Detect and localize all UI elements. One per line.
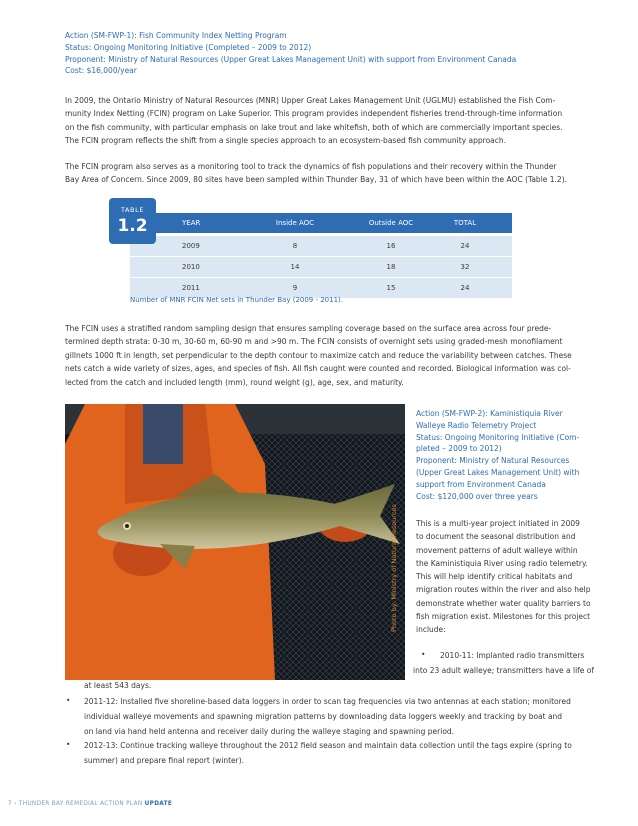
body-line: fish migration exist. Milestones for this project [416, 612, 591, 622]
bullet-icon: • [421, 650, 426, 659]
action2-line: Action (SM-FWP-2): Kaministiquia River [416, 409, 563, 418]
paragraph-line: munity Index Netting (FCIN) program on Lake Superior. This program provides independent fisheries trend-through-time information [65, 109, 563, 119]
action-title: Action (SM-FWP-1): Fish Community Index Netting Program [65, 31, 287, 40]
table-cell: 2009 [182, 242, 200, 250]
bullet-icon: • [66, 740, 71, 749]
action-status: Status: Ongoing Monitoring Initiative (Completed – 2009 to 2012) [65, 42, 312, 52]
table-header-outside: Outside AOC [368, 219, 414, 227]
action-proponent: Proponent: Ministry of Natural Resources (Upper Great Lakes Management Unit) with support from Environment Canada [65, 54, 517, 64]
table-badge-number: 1.2 [117, 216, 148, 236]
table-row [130, 236, 512, 256]
milestone-2-line: on land via hand held antenna and receiver daily during the walleye staging and spawning period. [84, 727, 455, 736]
table-cell: 2010 [182, 263, 200, 271]
walleye-photo [65, 404, 405, 680]
table-cell: 24 [460, 284, 470, 292]
table-cell: 14 [290, 263, 300, 271]
action2-line: Walleye Radio Telemetry Project [416, 420, 537, 430]
monitoring-paragraph [65, 160, 585, 187]
table-cell: 8 [292, 242, 298, 250]
action-header [65, 30, 605, 77]
milestone-3-line: summer) and prepare final report (winter). [84, 756, 245, 765]
methods-paragraph [65, 322, 585, 389]
milestone-3-line: 2012-13: Continue tracking walleye throughout the 2012 field season and maintain data collection until the tags expire (spring to [84, 741, 572, 750]
table-header-year: YEAR [182, 219, 201, 227]
table-header-row [130, 213, 512, 233]
table-cell: 24 [460, 242, 470, 250]
body-line: This will help identify critical habitats and [416, 572, 573, 582]
action2-line: pleted – 2009 to 2012) [416, 444, 502, 454]
milestone-2-line: 2011-12: Installed five shoreline-based data loggers in order to scan tag frequencies via two antennas at each station; monitored [84, 697, 571, 706]
paragraph-line: lected from the catch and included length (mm), round weight (g), age, sex, and maturity. [65, 377, 404, 387]
intro-paragraph [65, 94, 585, 148]
paragraph-line: on the fish community, with particular emphasis on lake trout and lake whitefish, both of which are commercially important species. [65, 122, 563, 132]
milestone-2-line: individual walleye movements and spawning migration patterns by downloading data loggers weekly and tracking by boat and [84, 712, 563, 721]
table-cell: 18 [386, 263, 396, 271]
body-line: This is a multi-year project initiated in 2009 [416, 519, 580, 528]
body-line: migration routes within the river and also help [416, 585, 591, 595]
body-line: the Kaministiquia River using radio telemetry. [416, 558, 588, 568]
action2-line: (Upper Great Lakes Management Unit) with [416, 467, 580, 477]
paragraph-line: termined depth strata: 0-30 m, 30-60 m, 60-90 m and >90 m. The FCIN consists of overnight sets using graded-mesh monofilament [65, 337, 563, 347]
body-line: movement patterns of adult walleye within [416, 545, 578, 555]
photo-credit: Photo by: Ministry of Natural Resources [390, 504, 398, 632]
body-line: to document the seasonal distribution and [416, 532, 576, 542]
body-line: demonstrate whether water quality barriers to [416, 598, 591, 608]
action2-line: Proponent: Ministry of Natural Resources [416, 456, 570, 466]
action2-line: support from Environment Canada [416, 479, 546, 489]
table-header-inside: Inside AOC [275, 219, 315, 227]
paragraph-line: nets catch a wide variety of sizes, ages, and species of fish. All fish caught were counted and recorded. Biological information was col- [65, 364, 571, 374]
table-header-total: TOTAL [453, 219, 477, 227]
table-badge-label: TABLE [120, 206, 145, 214]
paragraph-line: The FCIN program also serves as a monitoring tool to track the dynamics of fish populations and their recovery within the Thunder [65, 162, 557, 171]
table-row [130, 257, 512, 277]
table-cell: 9 [292, 284, 298, 292]
action2-line: Status: Ongoing Monitoring Initiative (Com- [416, 432, 580, 442]
page-footer [8, 801, 172, 807]
milestone-1-line: into 23 adult walleye; transmitters have a life of [413, 666, 595, 675]
table-cell: 15 [386, 284, 396, 292]
table-cell: 16 [386, 242, 396, 250]
table-badge [109, 198, 156, 244]
footer-suffix: UPDATE [144, 801, 173, 807]
action2-header [416, 408, 601, 502]
footer-prefix: 7 › THUNDER BAY REMEDIAL ACTION PLAN [8, 801, 143, 807]
table-cell: 2011 [182, 284, 200, 292]
paragraph-line: The FCIN uses a stratified random sampling design that ensures sampling coverage based on the surface area across four prede- [65, 324, 552, 333]
action-cost: Cost: $16,000/year [65, 66, 137, 76]
action2-body [416, 517, 606, 637]
bullet-icon: • [66, 696, 71, 705]
table-row [130, 278, 512, 298]
milestone-1-line: at least 543 days. [84, 681, 152, 690]
paragraph-line: gillnets 1000 ft in length, set perpendicular to the depth contour to maximize catch and reduce the variability between catches. These [65, 350, 572, 360]
body-line: include: [416, 625, 446, 635]
action2-line: Cost: $120,000 over three years [416, 491, 538, 501]
paragraph-line: In 2009, the Ontario Ministry of Natural Resources (MNR) Upper Great Lakes Management Unit (UGLMU) established the Fish Com- [65, 96, 556, 105]
table-cell: 32 [460, 263, 470, 271]
table-caption: Number of MNR FCIN Net sets in Thunder Bay (2009 - 2011). [130, 296, 344, 304]
paragraph-line: The FCIN program reflects the shift from a single species approach to an ecosystem-based fish community approach. [65, 136, 507, 146]
paragraph-line: Bay Area of Concern. Since 2009, 80 sites have been sampled within Thunder Bay, 31 of which have been within the AOC (Table 1.2). [65, 175, 568, 185]
milestone-1-line: 2010-11: Implanted radio transmitters [440, 651, 585, 660]
